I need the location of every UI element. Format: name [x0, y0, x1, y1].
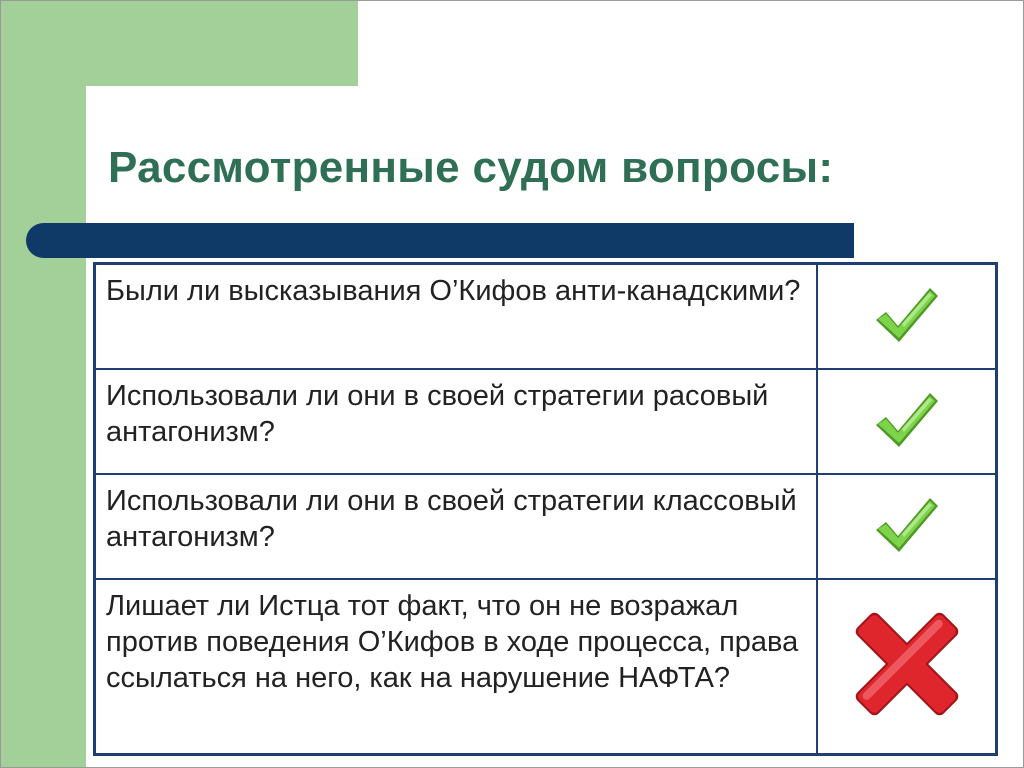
- check-icon: [872, 492, 942, 561]
- table-row: [95, 579, 997, 755]
- answer-cell: [817, 579, 996, 755]
- cross-icon: [842, 599, 972, 734]
- slide-title: Рассмотренные судом вопросы:: [108, 143, 834, 192]
- questions-table: [93, 262, 998, 756]
- table-row: [95, 474, 997, 579]
- check-icon: [872, 387, 942, 456]
- check-icon: [872, 282, 942, 351]
- decor-green-strip: [0, 0, 86, 768]
- table-row: [95, 369, 997, 474]
- question-text: Были ли высказывания О’Кифов анти-канадскими?: [95, 264, 818, 369]
- answer-cell: [817, 474, 996, 579]
- answer-cell: [817, 264, 996, 369]
- table-row: [95, 264, 997, 369]
- question-text: Лишает ли Истца тот факт, что он не возражал против поведения О’Кифов в ходе процесса, права ссылаться на него, как на нарушение НАФТА?: [95, 579, 818, 755]
- title-underline-bar: [26, 223, 854, 258]
- answer-cell: [817, 369, 996, 474]
- question-text: Использовали ли они в своей стратегии классовый антагонизм?: [95, 474, 818, 579]
- question-text: Использовали ли они в своей стратегии расовый антагонизм?: [95, 369, 818, 474]
